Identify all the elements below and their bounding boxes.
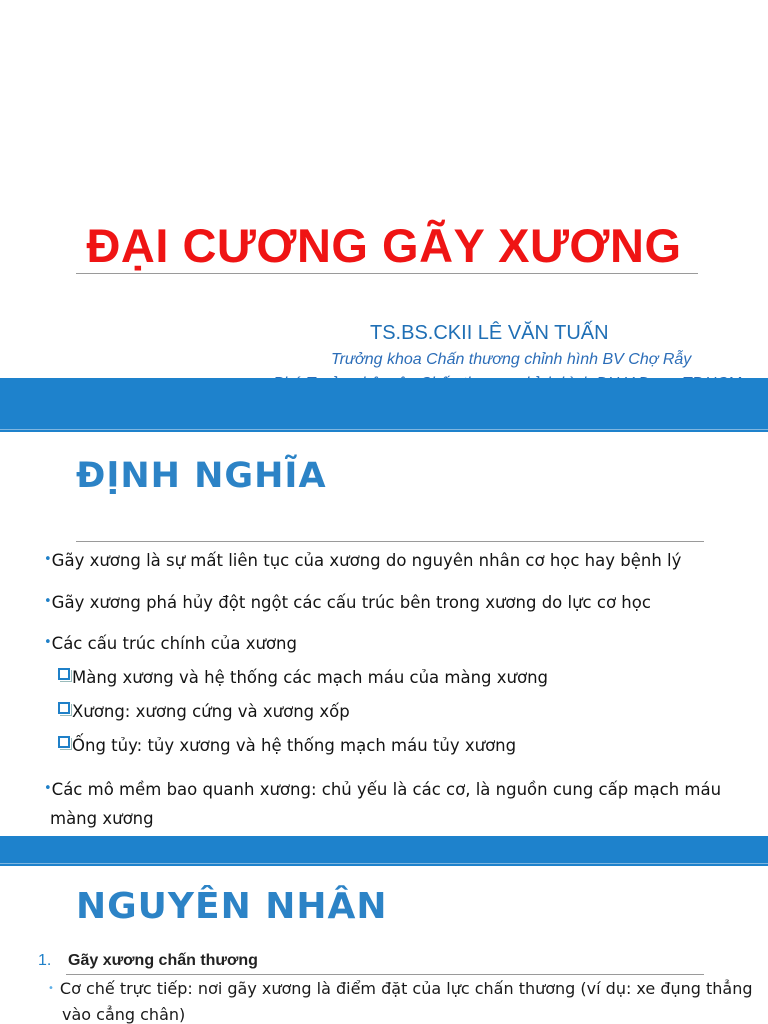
bullet-item: •Gãy xương là sự mất liên tục của xương do nguyên nhân cơ học hay bệnh lý xyxy=(44,551,682,570)
bullet-item: •Gãy xương phá hủy đột ngột các cấu trúc bên trong xương do lực cơ học xyxy=(44,593,651,612)
bullet-continuation: màng xương xyxy=(50,809,154,828)
checkbox-square-icon xyxy=(58,702,70,714)
title-slide xyxy=(0,0,768,378)
sub-bullet-item: Màng xương và hệ thống các mạch máu của màng xương xyxy=(58,668,548,687)
checkbox-square-icon xyxy=(58,668,70,680)
bullet-item: •Các cấu trúc chính của xương xyxy=(44,634,297,653)
sub-bullet-item: • Cơ chế trực tiếp: nơi gãy xương là điểm đặt của lực chấn thương (ví dụ: xe đụng thẳng xyxy=(48,979,753,998)
section-title: NGUYÊN NHÂN xyxy=(76,886,388,927)
sub-bullet-item: Ống tủy: tủy xương và hệ thống mạch máu tủy xương xyxy=(58,736,516,755)
bullet-item: •Các mô mềm bao quanh xương: chủ yếu là các cơ, là nguồn cung cấp mạch máu xyxy=(44,780,722,799)
numbered-item xyxy=(38,952,258,970)
bullet-continuation: vào cẳng chân) xyxy=(62,1005,186,1024)
author-role-1: Trưởng khoa Chấn thương chỉnh hình BV Chợ Rẫy xyxy=(331,351,692,368)
bullet-dot-icon: • xyxy=(44,635,52,650)
bullet-dot-icon: • xyxy=(44,781,52,796)
item-number: 1. xyxy=(38,952,52,969)
slide-separator-bar xyxy=(0,836,768,866)
causes-slide xyxy=(0,866,768,1024)
slide-title: ĐẠI CƯƠNG GÃY XƯƠNG xyxy=(86,219,682,272)
bullet-dot-icon: • xyxy=(44,552,52,567)
bullet-dot-icon: • xyxy=(44,594,52,609)
slide-separator-bar xyxy=(0,378,768,432)
sub-bullet-item: Xương: xương cứng và xương xốp xyxy=(58,702,350,721)
author-name: TS.BS.CKII LÊ VĂN TUẤN xyxy=(370,322,609,344)
title-underline xyxy=(76,273,698,274)
checkbox-square-icon xyxy=(58,736,70,748)
definition-slide xyxy=(0,432,768,836)
bullet-dot-icon: • xyxy=(48,983,54,994)
section-underline xyxy=(76,541,704,542)
section-underline xyxy=(66,974,704,975)
section-title: ĐỊNH NGHĨA xyxy=(76,456,327,496)
item-label: Gãy xương chấn thương xyxy=(68,952,258,969)
